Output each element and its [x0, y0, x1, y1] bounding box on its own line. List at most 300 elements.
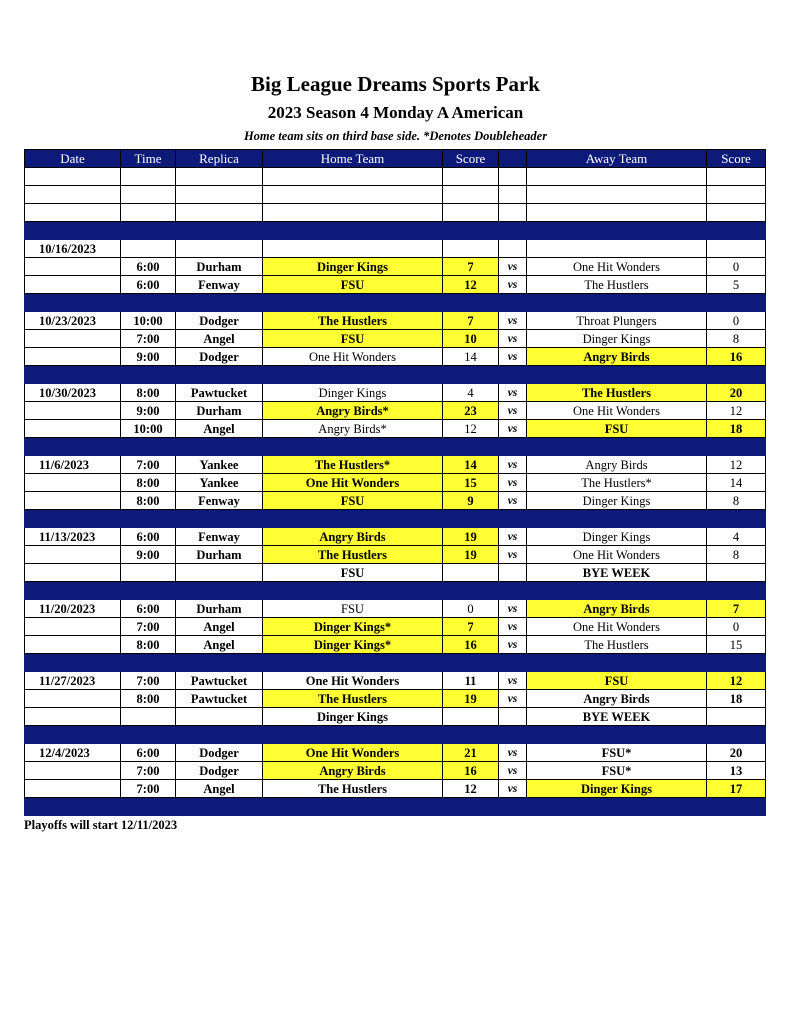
table-row — [25, 672, 766, 690]
week-separator-band — [25, 726, 766, 744]
date-cell: 10/16/2023 — [25, 240, 121, 258]
home-team-cell — [263, 186, 443, 204]
date-cell — [25, 546, 121, 564]
vs-cell — [499, 798, 527, 816]
home-team-cell: One Hit Wonders — [263, 348, 443, 366]
away-score-cell: 0 — [707, 258, 766, 276]
home-team-cell: Angry Birds — [263, 528, 443, 546]
page-subtitle: 2023 Season 4 Monday A American — [267, 103, 524, 122]
date-cell — [25, 636, 121, 654]
replica-cell — [176, 294, 263, 312]
vs-cell: vs — [499, 528, 527, 546]
home-score-cell: 7 — [443, 258, 499, 276]
away-team-cell: One Hit Wonders — [527, 402, 707, 420]
time-cell: 10:00 — [121, 420, 176, 438]
away-score-cell: 4 — [707, 528, 766, 546]
vs-cell: vs — [499, 636, 527, 654]
blank-row — [25, 168, 766, 186]
time-cell — [121, 582, 176, 600]
away-score-cell: 5 — [707, 276, 766, 294]
home-team-cell: One Hit Wonders — [263, 672, 443, 690]
blank-row — [25, 186, 766, 204]
vs-cell — [499, 510, 527, 528]
away-score-cell: 13 — [707, 762, 766, 780]
time-cell: 6:00 — [121, 276, 176, 294]
vs-cell — [499, 564, 527, 582]
date-cell: 11/6/2023 — [25, 456, 121, 474]
time-cell: 7:00 — [121, 672, 176, 690]
vs-cell: vs — [499, 258, 527, 276]
away-team-cell: One Hit Wonders — [527, 258, 707, 276]
replica-cell: Dodger — [176, 762, 263, 780]
home-team-cell: The Hustlers — [263, 780, 443, 798]
home-team-cell — [263, 222, 443, 240]
away-team-cell: FSU — [527, 672, 707, 690]
away-score-cell — [707, 240, 766, 258]
home-team-cell: Angry Birds* — [263, 402, 443, 420]
away-team-cell: FSU — [527, 420, 707, 438]
time-cell: 7:00 — [121, 456, 176, 474]
home-team-cell: The Hustlers — [263, 690, 443, 708]
col-header-vs — [499, 150, 527, 168]
week-separator-band — [25, 366, 766, 384]
away-score-cell: 7 — [707, 600, 766, 618]
home-team-cell: FSU — [263, 330, 443, 348]
date-cell — [25, 618, 121, 636]
home-score-cell — [443, 510, 499, 528]
away-score-cell: 17 — [707, 780, 766, 798]
replica-cell: Durham — [176, 258, 263, 276]
date-cell — [25, 420, 121, 438]
home-score-cell: 15 — [443, 474, 499, 492]
replica-cell — [176, 366, 263, 384]
table-row — [25, 456, 766, 474]
week-separator-band — [25, 294, 766, 312]
away-score-cell: 0 — [707, 312, 766, 330]
vs-cell — [499, 726, 527, 744]
replica-cell — [176, 708, 263, 726]
replica-cell: Dodger — [176, 348, 263, 366]
away-team-cell — [527, 798, 707, 816]
time-cell: 8:00 — [121, 690, 176, 708]
replica-cell — [176, 240, 263, 258]
away-team-cell: BYE WEEK — [527, 708, 707, 726]
table-row — [25, 312, 766, 330]
col-header-time: Time — [121, 150, 176, 168]
home-score-cell: 14 — [443, 348, 499, 366]
col-header-away-score: Score — [707, 150, 766, 168]
replica-cell — [176, 222, 263, 240]
away-team-cell: Dinger Kings — [527, 528, 707, 546]
replica-cell: Yankee — [176, 474, 263, 492]
replica-cell — [176, 564, 263, 582]
table-row — [25, 348, 766, 366]
away-team-cell: FSU* — [527, 744, 707, 762]
home-team-cell: One Hit Wonders — [263, 744, 443, 762]
date-cell — [25, 474, 121, 492]
away-team-cell: The Hustlers — [527, 276, 707, 294]
home-team-cell: The Hustlers — [263, 312, 443, 330]
time-cell: 8:00 — [121, 384, 176, 402]
home-team-cell — [263, 726, 443, 744]
time-cell — [121, 294, 176, 312]
date-cell: 11/20/2023 — [25, 600, 121, 618]
away-team-cell: FSU* — [527, 762, 707, 780]
date-cell — [25, 222, 121, 240]
home-team-cell: FSU — [263, 600, 443, 618]
date-cell — [25, 258, 121, 276]
away-score-cell: 8 — [707, 546, 766, 564]
date-cell — [25, 726, 121, 744]
home-score-cell: 12 — [443, 780, 499, 798]
away-score-cell: 20 — [707, 744, 766, 762]
away-score-cell: 20 — [707, 384, 766, 402]
table-row — [25, 330, 766, 348]
time-cell: 10:00 — [121, 312, 176, 330]
home-team-cell: Dinger Kings* — [263, 636, 443, 654]
table-row — [25, 240, 766, 258]
time-cell — [121, 438, 176, 456]
away-team-cell: One Hit Wonders — [527, 546, 707, 564]
home-score-cell: 21 — [443, 744, 499, 762]
time-cell: 8:00 — [121, 636, 176, 654]
time-cell — [121, 708, 176, 726]
week-separator-band — [25, 654, 766, 672]
home-team-cell — [263, 366, 443, 384]
replica-cell — [176, 798, 263, 816]
home-score-cell — [443, 294, 499, 312]
vs-cell: vs — [499, 474, 527, 492]
week-separator-band — [25, 510, 766, 528]
time-cell — [121, 204, 176, 222]
time-cell: 9:00 — [121, 348, 176, 366]
table-row — [25, 780, 766, 798]
away-team-cell — [527, 654, 707, 672]
vs-cell: vs — [499, 402, 527, 420]
table-row — [25, 528, 766, 546]
date-cell — [25, 348, 121, 366]
vs-cell — [499, 708, 527, 726]
table-row — [25, 564, 766, 582]
away-team-cell: Angry Birds — [527, 600, 707, 618]
date-cell — [25, 276, 121, 294]
replica-cell: Angel — [176, 618, 263, 636]
time-cell — [121, 726, 176, 744]
home-team-cell — [263, 510, 443, 528]
replica-cell — [176, 582, 263, 600]
table-row — [25, 276, 766, 294]
vs-cell: vs — [499, 690, 527, 708]
table-row — [25, 636, 766, 654]
table-row — [25, 258, 766, 276]
home-score-cell — [443, 708, 499, 726]
time-cell: 6:00 — [121, 258, 176, 276]
date-cell: 12/4/2023 — [25, 744, 121, 762]
home-team-cell — [263, 294, 443, 312]
home-team-cell: The Hustlers — [263, 546, 443, 564]
vs-cell — [499, 168, 527, 186]
away-score-cell: 12 — [707, 456, 766, 474]
col-header-away-team: Away Team — [527, 150, 707, 168]
replica-cell: Durham — [176, 402, 263, 420]
replica-cell — [176, 726, 263, 744]
home-score-cell — [443, 726, 499, 744]
replica-cell — [176, 510, 263, 528]
away-score-cell — [707, 222, 766, 240]
home-score-cell — [443, 222, 499, 240]
vs-cell: vs — [499, 312, 527, 330]
vs-cell: vs — [499, 276, 527, 294]
replica-cell: Yankee — [176, 456, 263, 474]
date-cell — [25, 294, 121, 312]
away-team-cell: The Hustlers* — [527, 474, 707, 492]
time-cell: 8:00 — [121, 492, 176, 510]
date-cell — [25, 654, 121, 672]
home-team-cell: One Hit Wonders — [263, 474, 443, 492]
replica-cell: Durham — [176, 546, 263, 564]
replica-cell: Angel — [176, 420, 263, 438]
replica-cell: Pawtucket — [176, 690, 263, 708]
away-score-cell — [707, 564, 766, 582]
replica-cell: Pawtucket — [176, 672, 263, 690]
table-row — [25, 708, 766, 726]
table-row — [25, 546, 766, 564]
replica-cell — [176, 204, 263, 222]
date-cell — [25, 510, 121, 528]
home-score-cell: 7 — [443, 618, 499, 636]
table-row — [25, 744, 766, 762]
table-row — [25, 690, 766, 708]
page-title: Big League Dreams Sports Park — [251, 72, 540, 96]
vs-cell: vs — [499, 384, 527, 402]
home-team-cell: Dinger Kings — [263, 708, 443, 726]
home-score-cell: 4 — [443, 384, 499, 402]
home-team-cell: Dinger Kings* — [263, 618, 443, 636]
date-cell — [25, 168, 121, 186]
home-score-cell: 12 — [443, 276, 499, 294]
home-score-cell: 0 — [443, 600, 499, 618]
date-cell: 10/23/2023 — [25, 312, 121, 330]
schedule-body — [25, 168, 766, 816]
home-score-cell — [443, 186, 499, 204]
date-cell — [25, 330, 121, 348]
away-score-cell — [707, 510, 766, 528]
time-cell — [121, 798, 176, 816]
time-cell: 8:00 — [121, 474, 176, 492]
table-row — [25, 474, 766, 492]
away-score-cell: 15 — [707, 636, 766, 654]
home-team-cell: Angry Birds — [263, 762, 443, 780]
time-cell: 7:00 — [121, 780, 176, 798]
home-team-cell — [263, 654, 443, 672]
away-score-cell: 18 — [707, 690, 766, 708]
away-team-cell — [527, 510, 707, 528]
replica-cell — [176, 438, 263, 456]
schedule-table — [24, 149, 766, 816]
date-cell — [25, 564, 121, 582]
date-cell — [25, 492, 121, 510]
time-cell: 7:00 — [121, 762, 176, 780]
replica-cell: Durham — [176, 600, 263, 618]
home-team-cell: Dinger Kings — [263, 384, 443, 402]
home-team-cell — [263, 582, 443, 600]
replica-cell: Fenway — [176, 492, 263, 510]
table-row — [25, 402, 766, 420]
away-score-cell: 0 — [707, 618, 766, 636]
playoffs-note: Playoffs will start 12/11/2023 — [24, 818, 178, 832]
away-score-cell — [707, 708, 766, 726]
home-team-cell — [263, 438, 443, 456]
vs-cell — [499, 582, 527, 600]
away-team-cell: The Hustlers — [527, 636, 707, 654]
vs-cell: vs — [499, 744, 527, 762]
away-score-cell — [707, 654, 766, 672]
replica-cell: Fenway — [176, 276, 263, 294]
col-header-home-score: Score — [443, 150, 499, 168]
away-team-cell: Throat Plungers — [527, 312, 707, 330]
away-team-cell — [527, 726, 707, 744]
away-team-cell: Angry Birds — [527, 348, 707, 366]
home-score-cell: 19 — [443, 690, 499, 708]
vs-cell: vs — [499, 456, 527, 474]
home-team-cell: FSU — [263, 276, 443, 294]
week-separator-band — [25, 438, 766, 456]
replica-cell — [176, 186, 263, 204]
vs-cell: vs — [499, 780, 527, 798]
date-cell — [25, 204, 121, 222]
table-row — [25, 492, 766, 510]
time-cell: 6:00 — [121, 528, 176, 546]
table-row — [25, 384, 766, 402]
away-score-cell — [707, 726, 766, 744]
vs-cell — [499, 186, 527, 204]
table-row — [25, 618, 766, 636]
away-score-cell — [707, 294, 766, 312]
away-team-cell: Angry Birds — [527, 690, 707, 708]
home-score-cell — [443, 240, 499, 258]
date-cell — [25, 780, 121, 798]
replica-cell: Pawtucket — [176, 384, 263, 402]
away-score-cell: 12 — [707, 672, 766, 690]
week-separator-band — [25, 798, 766, 816]
home-score-cell — [443, 654, 499, 672]
away-team-cell: The Hustlers — [527, 384, 707, 402]
time-cell — [121, 564, 176, 582]
time-cell — [121, 186, 176, 204]
time-cell — [121, 510, 176, 528]
replica-cell: Dodger — [176, 744, 263, 762]
table-row — [25, 600, 766, 618]
home-score-cell: 7 — [443, 312, 499, 330]
home-team-cell: FSU — [263, 564, 443, 582]
home-score-cell: 19 — [443, 528, 499, 546]
time-cell — [121, 168, 176, 186]
vs-cell: vs — [499, 348, 527, 366]
date-cell — [25, 186, 121, 204]
home-score-cell: 19 — [443, 546, 499, 564]
date-cell — [25, 582, 121, 600]
date-cell — [25, 402, 121, 420]
away-score-cell — [707, 204, 766, 222]
home-team-cell: Dinger Kings — [263, 258, 443, 276]
home-score-cell: 11 — [443, 672, 499, 690]
away-team-cell — [527, 366, 707, 384]
home-score-cell: 23 — [443, 402, 499, 420]
vs-cell: vs — [499, 618, 527, 636]
vs-cell — [499, 654, 527, 672]
home-team-cell — [263, 168, 443, 186]
home-score-cell: 9 — [443, 492, 499, 510]
away-team-cell — [527, 240, 707, 258]
away-team-cell: BYE WEEK — [527, 564, 707, 582]
away-score-cell — [707, 168, 766, 186]
home-score-cell — [443, 438, 499, 456]
home-score-cell — [443, 366, 499, 384]
away-score-cell — [707, 582, 766, 600]
date-cell — [25, 366, 121, 384]
home-score-cell: 10 — [443, 330, 499, 348]
header-row — [25, 150, 766, 168]
date-cell — [25, 762, 121, 780]
vs-cell — [499, 438, 527, 456]
vs-cell — [499, 366, 527, 384]
table-row — [25, 762, 766, 780]
date-cell — [25, 708, 121, 726]
away-team-cell: Dinger Kings — [527, 780, 707, 798]
away-team-cell — [527, 438, 707, 456]
date-cell — [25, 438, 121, 456]
away-team-cell — [527, 204, 707, 222]
vs-cell: vs — [499, 420, 527, 438]
vs-cell: vs — [499, 546, 527, 564]
date-cell: 11/27/2023 — [25, 672, 121, 690]
away-score-cell: 8 — [707, 330, 766, 348]
home-score-cell — [443, 204, 499, 222]
replica-cell: Angel — [176, 330, 263, 348]
away-team-cell — [527, 582, 707, 600]
blank-row — [25, 204, 766, 222]
away-team-cell — [527, 222, 707, 240]
away-team-cell — [527, 294, 707, 312]
col-header-date: Date — [25, 150, 121, 168]
week-separator-band — [25, 582, 766, 600]
table-row — [25, 420, 766, 438]
away-score-cell: 18 — [707, 420, 766, 438]
vs-cell — [499, 294, 527, 312]
vs-cell: vs — [499, 672, 527, 690]
home-team-cell — [263, 240, 443, 258]
time-cell — [121, 222, 176, 240]
date-cell: 11/13/2023 — [25, 528, 121, 546]
vs-cell: vs — [499, 762, 527, 780]
away-team-cell — [527, 186, 707, 204]
home-team-cell: FSU — [263, 492, 443, 510]
away-score-cell — [707, 438, 766, 456]
away-score-cell: 8 — [707, 492, 766, 510]
time-cell: 7:00 — [121, 618, 176, 636]
vs-cell: vs — [499, 330, 527, 348]
away-score-cell: 12 — [707, 402, 766, 420]
home-team-note: Home team sits on third base side. *Denotes Doubleheader — [243, 129, 548, 143]
vs-cell: vs — [499, 492, 527, 510]
home-score-cell: 16 — [443, 762, 499, 780]
home-score-cell — [443, 582, 499, 600]
time-cell: 6:00 — [121, 600, 176, 618]
away-score-cell: 14 — [707, 474, 766, 492]
replica-cell: Angel — [176, 780, 263, 798]
away-team-cell: Angry Birds — [527, 456, 707, 474]
home-score-cell — [443, 564, 499, 582]
